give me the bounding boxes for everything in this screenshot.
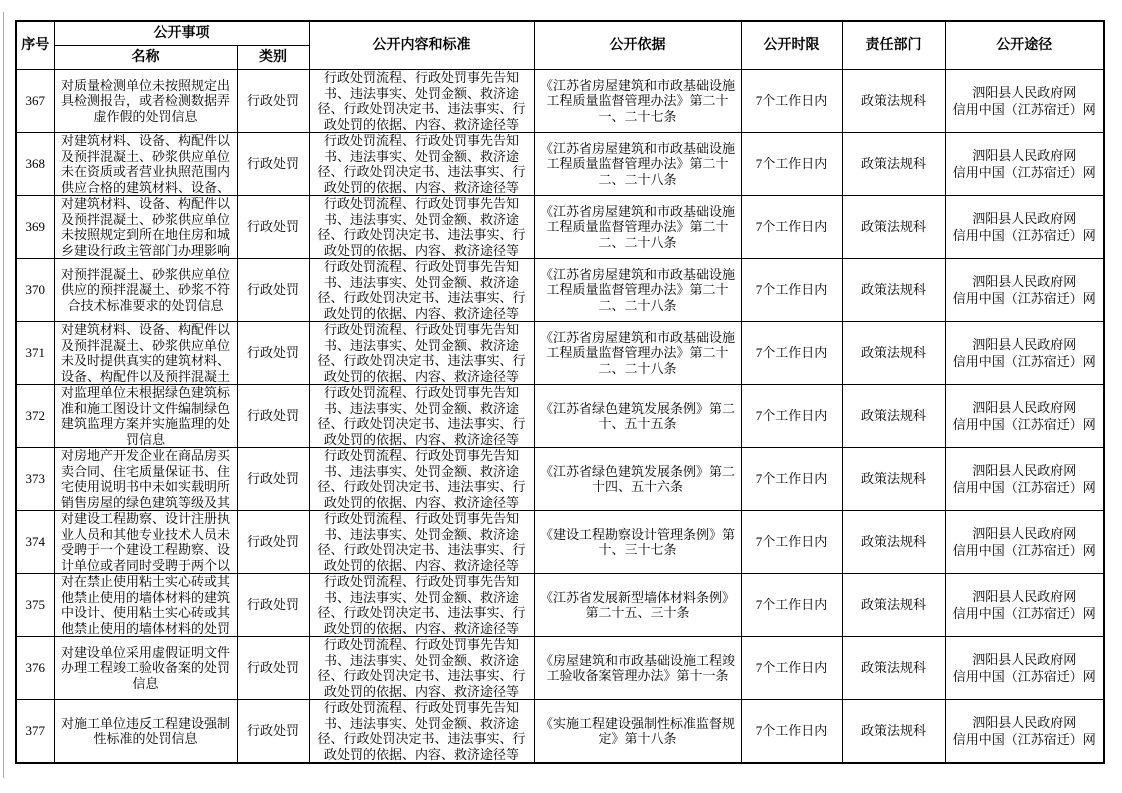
category-cell: 行政处罚 [237,448,309,511]
serial-cell: 376 [16,637,54,700]
basis-cell [534,322,741,385]
name-cell [54,196,237,259]
basis-cell [534,259,741,322]
category-cell: 行政处罚 [237,511,309,574]
basis-cell [534,133,741,196]
department-cell: 政策法规科 [842,70,945,133]
content-cell [309,637,534,700]
channel-line-2: 信用中国（江苏宿迁）网 [952,102,1096,117]
time-limit-cell: 7个工作日内 [741,448,842,511]
channel-cell [945,637,1104,700]
channel-line-2: 信用中国（江苏宿迁）网 [952,228,1096,243]
content-cell [309,574,534,637]
name-cell [54,322,237,385]
category-cell: 行政处罚 [237,574,309,637]
name-cell [54,448,237,511]
name-text: 对建筑材料、设备、构配件以及预拌混凝土、砂浆供应单位未按照规定到所在地住房和城乡建设行政主管部门办理影响 [60,196,230,258]
serial-cell: 371 [16,322,54,385]
name-cell [54,70,237,133]
time-limit-cell: 7个工作日内 [741,637,842,700]
content-cell [309,259,534,322]
serial-cell: 367 [16,70,54,133]
content-cell [309,511,534,574]
header-channel: 公开途径 [945,21,1104,70]
department-cell: 政策法规科 [842,574,945,637]
channel-cell [945,322,1104,385]
basis-text: 《建设工程勘察设计管理条例》第十、三十七条 [539,526,735,557]
content-text: 行政处罚流程、行政处罚事先告知书、违法事实、处罚金额、救济途径、行政处罚决定书、违法事实、行政处罚的依据、内容、救济途径等 [317,70,526,132]
table-row [16,322,1104,385]
department-cell: 政策法规科 [842,511,945,574]
name-cell [54,385,237,448]
basis-cell [534,385,741,448]
basis-text: 《江苏省房屋建筑和市政基础设施工程质量监督管理办法》第二十二、二十八条 [539,329,735,376]
time-limit-cell: 7个工作日内 [741,259,842,322]
content-text: 行政处罚流程、行政处罚事先告知书、违法事实、处罚金额、救济途径、行政处罚决定书、违法事实、行政处罚的依据、内容、救济途径等 [317,385,526,447]
department-cell: 政策法规科 [842,637,945,700]
channel-line-1: 泗阳县人民政府网 [972,211,1077,226]
department-cell: 政策法规科 [842,385,945,448]
serial-cell: 369 [16,196,54,259]
disclosure-table [15,20,1105,764]
content-text: 行政处罚流程、行政处罚事先告知书、违法事实、处罚金额、救济途径、行政处罚决定书、违法事实、行政处罚的依据、内容、救济途径等 [317,196,526,258]
name-text: 对建筑材料、设备、构配件以及预拌混凝土、砂浆供应单位未在资质或者营业执照范围内供应合格的建筑材料、设备、 [60,133,230,195]
channel-line-2: 信用中国（江苏宿迁）网 [952,732,1096,747]
name-text: 对在禁止使用粘土实心砖或其他禁止使用的墙体材料的建筑中设计、使用粘土实心砖或其他禁止使用的墙体材料的处罚 [60,574,230,636]
serial-cell: 373 [16,448,54,511]
department-cell: 政策法规科 [842,259,945,322]
serial-cell: 372 [16,385,54,448]
basis-text: 《江苏省房屋建筑和市政基础设施工程质量监督管理办法》第二十二、二十八条 [539,266,735,313]
name-cell [54,637,237,700]
table-row [16,385,1104,448]
name-text: 对房地产开发企业在商品房买卖合同、住宅质量保证书、住宅使用说明书中未如实载明所销售房屋的绿色建筑等级及其 [60,448,230,510]
category-cell: 行政处罚 [237,322,309,385]
content-text: 行政处罚流程、行政处罚事先告知书、违法事实、处罚金额、救济途径、行政处罚决定书、违法事实、行政处罚的依据、内容、救济途径等 [317,574,526,636]
channel-line-2: 信用中国（江苏宿迁）网 [952,669,1096,684]
name-text: 对建设单位采用虚假证明文件办理工程竣工验收备案的处罚信息 [60,644,230,691]
time-limit-cell: 7个工作日内 [741,511,842,574]
name-text: 对质量检测单位未按照规定出具检测报告，或者检测数据弄虚作假的处罚信息 [60,77,230,124]
category-cell: 行政处罚 [237,196,309,259]
content-cell [309,70,534,133]
basis-cell [534,448,741,511]
channel-line-2: 信用中国（江苏宿迁）网 [952,417,1096,432]
channel-line-1: 泗阳县人民政府网 [972,337,1077,352]
header-content-standard: 公开内容和标准 [309,21,534,70]
basis-text: 《房屋建筑和市政基础设施工程竣工验收备案管理办法》第十一条 [539,652,735,683]
basis-text: 《江苏省房屋建筑和市政基础设施工程质量监督管理办法》第二十二、二十八条 [539,203,735,250]
table-row [16,511,1104,574]
channel-line-1: 泗阳县人民政府网 [972,589,1077,604]
header-serial: 序号 [16,21,54,70]
category-cell: 行政处罚 [237,700,309,764]
basis-text: 《江苏省绿色建筑发展条例》第二十四、五十六条 [539,463,735,494]
name-cell [54,574,237,637]
scan-edge-line [3,12,4,778]
name-cell [54,511,237,574]
basis-text: 《实施工程建设强制性标准监督规定》第十八条 [539,715,735,746]
channel-line-2: 信用中国（江苏宿迁）网 [952,291,1096,306]
content-cell [309,322,534,385]
basis-cell [534,70,741,133]
department-cell: 政策法规科 [842,322,945,385]
department-cell: 政策法规科 [842,448,945,511]
table-body [16,70,1104,764]
channel-line-2: 信用中国（江苏宿迁）网 [952,165,1096,180]
channel-line-2: 信用中国（江苏宿迁）网 [952,480,1096,495]
category-cell: 行政处罚 [237,70,309,133]
header-category: 类别 [237,46,309,70]
department-cell: 政策法规科 [842,196,945,259]
channel-cell [945,700,1104,764]
content-cell [309,700,534,764]
category-cell: 行政处罚 [237,259,309,322]
basis-cell [534,574,741,637]
channel-cell [945,385,1104,448]
table-row [16,196,1104,259]
table-row [16,259,1104,322]
name-text: 对建设工程勘察、设计注册执业人员和其他专业技术人员未受聘于一个建设工程勘察、设计单位或者同时受聘于两个以 [60,511,230,573]
time-limit-cell: 7个工作日内 [741,322,842,385]
basis-text: 《江苏省房屋建筑和市政基础设施工程质量监督管理办法》第二十一、二十七条 [539,77,735,124]
time-limit-cell: 7个工作日内 [741,385,842,448]
table-row [16,637,1104,700]
content-text: 行政处罚流程、行政处罚事先告知书、违法事实、处罚金额、救济途径、行政处罚决定书、违法事实、行政处罚的依据、内容、救济途径等 [317,322,526,384]
channel-line-2: 信用中国（江苏宿迁）网 [952,606,1096,621]
channel-line-2: 信用中国（江苏宿迁）网 [952,354,1096,369]
time-limit-cell: 7个工作日内 [741,133,842,196]
table-header [16,21,1104,70]
serial-cell: 368 [16,133,54,196]
header-row-1 [16,21,1104,46]
table-row [16,574,1104,637]
channel-line-1: 泗阳县人民政府网 [972,148,1077,163]
serial-cell: 374 [16,511,54,574]
channel-line-1: 泗阳县人民政府网 [972,526,1077,541]
category-cell: 行政处罚 [237,637,309,700]
table-row [16,133,1104,196]
time-limit-cell: 7个工作日内 [741,196,842,259]
content-cell [309,385,534,448]
serial-cell: 377 [16,700,54,764]
name-cell [54,259,237,322]
department-cell: 政策法规科 [842,133,945,196]
header-name: 名称 [54,46,237,70]
content-text: 行政处罚流程、行政处罚事先告知书、违法事实、处罚金额、救济途径、行政处罚决定书、违法事实、行政处罚的依据、内容、救济途径等 [317,700,526,762]
name-text: 对施工单位违反工程建设强制性标准的处罚信息 [60,715,230,746]
channel-cell [945,133,1104,196]
channel-line-1: 泗阳县人民政府网 [972,715,1077,730]
channel-line-2: 信用中国（江苏宿迁）网 [952,543,1096,558]
content-text: 行政处罚流程、行政处罚事先告知书、违法事实、处罚金额、救济途径、行政处罚决定书、违法事实、行政处罚的依据、内容、救济途径等 [317,511,526,573]
table-row [16,448,1104,511]
table-row [16,70,1104,133]
department-cell: 政策法规科 [842,700,945,764]
basis-cell [534,511,741,574]
header-basis: 公开依据 [534,21,741,70]
serial-cell: 370 [16,259,54,322]
category-cell: 行政处罚 [237,133,309,196]
content-text: 行政处罚流程、行政处罚事先告知书、违法事实、处罚金额、救济途径、行政处罚决定书、违法事实、行政处罚的依据、内容、救济途径等 [317,448,526,510]
name-cell [54,700,237,764]
channel-line-1: 泗阳县人民政府网 [972,85,1077,100]
basis-text: 《江苏省绿色建筑发展条例》第二十、五十五条 [539,400,735,431]
channel-cell [945,448,1104,511]
channel-cell [945,196,1104,259]
content-cell [309,448,534,511]
channel-cell [945,70,1104,133]
time-limit-cell: 7个工作日内 [741,70,842,133]
name-cell [54,133,237,196]
category-cell: 行政处罚 [237,385,309,448]
content-text: 行政处罚流程、行政处罚事先告知书、违法事实、处罚金额、救济途径、行政处罚决定书、违法事实、行政处罚的依据、内容、救济途径等 [317,259,526,321]
basis-cell [534,196,741,259]
header-time-limit: 公开时限 [741,21,842,70]
channel-line-1: 泗阳县人民政府网 [972,274,1077,289]
table-row [16,700,1104,764]
channel-line-1: 泗阳县人民政府网 [972,463,1077,478]
channel-cell [945,511,1104,574]
channel-line-1: 泗阳县人民政府网 [972,400,1077,415]
name-text: 对建筑材料、设备、构配件以及预拌混凝土、砂浆供应单位未及时提供真实的建筑材料、设备、构配件以及预拌混凝土 [60,322,230,384]
name-text: 对监理单位未根据绿色建筑标准和施工图设计文件编制绿色建筑监理方案并实施监理的处罚信息 [60,385,230,447]
basis-cell [534,637,741,700]
basis-cell [534,700,741,764]
header-department: 责任部门 [842,21,945,70]
basis-text: 《江苏省发展新型墙体材料条例》第二十五、三十条 [539,589,735,620]
content-cell [309,133,534,196]
time-limit-cell: 7个工作日内 [741,700,842,764]
channel-cell [945,259,1104,322]
time-limit-cell: 7个工作日内 [741,574,842,637]
channel-line-1: 泗阳县人民政府网 [972,652,1077,667]
name-text: 对预拌混凝土、砂浆供应单位供应的预拌混凝土、砂浆不符合技术标准要求的处罚信息 [60,266,230,313]
channel-cell [945,574,1104,637]
content-text: 行政处罚流程、行政处罚事先告知书、违法事实、处罚金额、救济途径、行政处罚决定书、违法事实、行政处罚的依据、内容、救济途径等 [317,133,526,195]
content-text: 行政处罚流程、行政处罚事先告知书、违法事实、处罚金额、救济途径、行政处罚决定书、违法事实、行政处罚的依据、内容、救济途径等 [317,637,526,699]
content-cell [309,196,534,259]
serial-cell: 375 [16,574,54,637]
header-public-matter: 公开事项 [54,21,309,46]
basis-text: 《江苏省房屋建筑和市政基础设施工程质量监督管理办法》第二十二、二十八条 [539,140,735,187]
